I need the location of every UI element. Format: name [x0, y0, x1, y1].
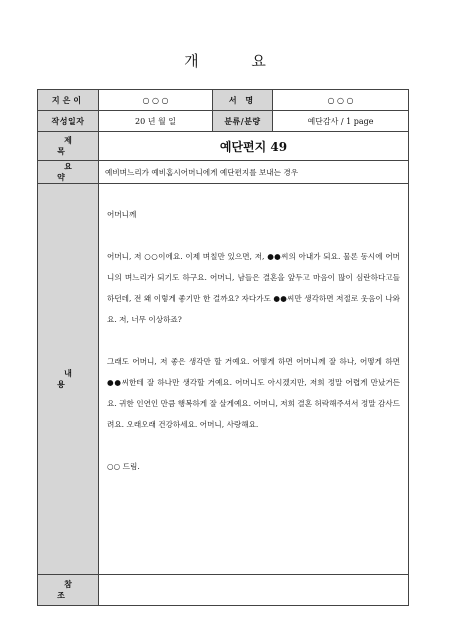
letter-greeting: 어머니께 — [107, 210, 137, 219]
letter-signature: ○○ 드림. — [107, 462, 140, 471]
summary-label: 요 약 — [38, 161, 99, 184]
content-row — [38, 184, 409, 575]
reference-value — [99, 575, 409, 606]
author-label: 지은이 — [38, 90, 99, 111]
reference-row — [38, 575, 409, 606]
date-value: 20 년 월 일 — [99, 111, 213, 132]
signature-value: ○ ○ ○ — [273, 90, 409, 111]
subject-row — [38, 132, 409, 161]
signature-label: 서 명 — [213, 90, 273, 111]
overview-form-table — [37, 89, 409, 606]
author-value: ○ ○ ○ — [99, 90, 213, 111]
reference-label: 참 조 — [38, 575, 99, 606]
author-row — [38, 90, 409, 111]
date-row — [38, 111, 409, 132]
summary-value: 예비며느리가 예비홈시어머니에게 예단편지를 보내는 경우 — [99, 161, 409, 184]
letter-paragraph-1: 어머니, 저 ○○이에요. 이제 며칠만 있으면, 저, ●●씨의 아내가 되요. 물론 동시에 어머니의 며느리가 되기도 하구요. 어머니, 남들은 결혼을 앞두고 마음이 많이 심란하다고들 하던데, 전 왜 이렇게 좋기만 한 걸까요? 자다가도 ●●씨만 생각하면 저절로 웃음이 나와요. 저, 너무 이상하죠? — [107, 252, 400, 324]
date-label: 작성일자 — [38, 111, 99, 132]
category-value: 예단감사 / 1 page — [273, 111, 409, 132]
content-label: 내 용 — [38, 184, 99, 575]
subject-value: 예단편지 49 — [99, 132, 409, 161]
letter-body — [99, 184, 409, 575]
subject-label: 제 목 — [38, 132, 99, 161]
letter-paragraph-2: 그래도 어머니, 저 좋은 생각만 할 거예요. 어떻게 하면 어머니께 잘 하나, 어떻게 하면 ●●씨한테 잘 하나만 생각할 거예요. 어머니도 아시겠지만, 저희 정말 어렵게 만났거든요. 귀한 인연인 만큼 행복하게 잘 살게예요. 어머니, 저희 결혼 허락해주셔서 정말 감사드려요. 오래오래 건강하세요. 어머니, 사랑해요. — [107, 357, 400, 429]
category-label: 분류/분량 — [213, 111, 273, 132]
page-title: 개 요 — [184, 52, 290, 70]
summary-row — [38, 161, 409, 184]
